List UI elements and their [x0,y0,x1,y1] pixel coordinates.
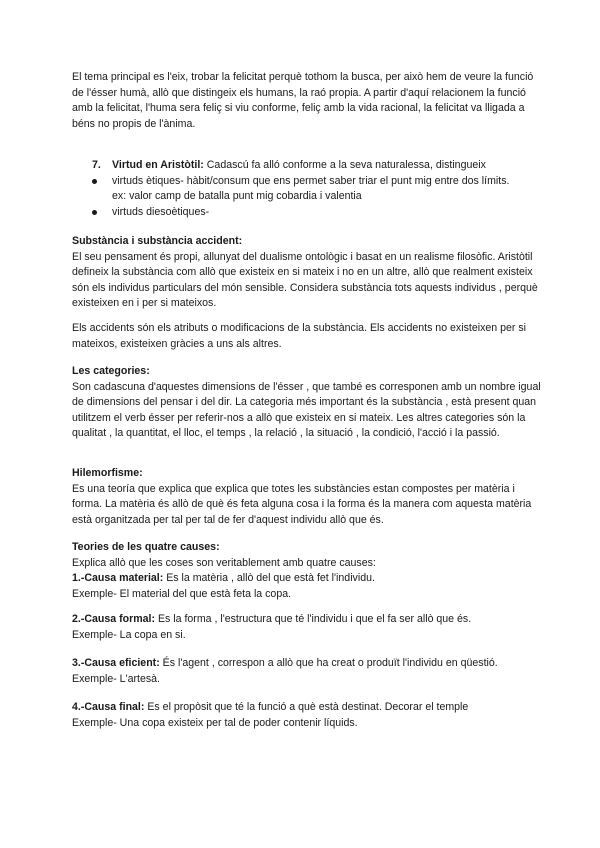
bullet-dot [92,179,97,184]
virtud-heading: Virtud en Aristòtil: [112,159,204,171]
causa-material-example: Exemple- El material del que està feta la copa. [72,587,292,600]
virtud-bullet-1-text: virtuds ètiques- hàbit/consum que ens permet saber triar el punt mig entre dos límits. [112,174,510,187]
hilemorfisme-paragraph: Es una teoría que explica que explica que totes les substàncies estan compostes per matèria i forma. La matèria és allò de què és feta alguna cosa i la forma és la manera com aquesta matèria està organitzada per tal per tal de fer d'aquest individu allò que és. [72,482,532,526]
categories-paragraph: Son cadascuna d'aquestes dimensions de l'ésser , que també es corresponen amb un nombre igual de dimensions del pensar i del dir. La categoria més important és la substància , està present quan utilitzem el verb ésser per referir-nos a allò que existeix en si mateix. Les altres categories són la qualitat , la quantitat, el lloc, el temps , la relació , la situació , la condició, l'acció i la passió. [72,380,541,439]
causa-formal-line [72,612,542,628]
virtud-number: 7. [92,159,101,171]
causa-eficient-block [72,656,542,687]
virtud-bullet-1-continuation: ex: valor camp de batalla punt mig cobardia i valentia [112,190,362,202]
virtud-bullet-2-text: virtuds diesoètiques- [112,205,210,218]
causa-material-text: Es la matèria , allò del que està fet l'individu. [163,572,375,584]
causa-final-line [72,700,542,716]
causa-formal-example: Exemple- La copa en si. [72,628,186,641]
causes-intro: Explica allò que les coses son veritablement amb quatre causes: [72,556,376,569]
hilemorfisme-heading: Hilemorfisme: [72,467,143,479]
causes-heading: Teories de les quatre causes: [72,541,220,553]
causa-formal-label: 2.-Causa formal: [72,613,156,625]
causes-section [72,540,542,602]
categories-section [72,364,542,442]
intro-paragraph: El tema principal es l'eix, trobar la felicitat perquè tothom la busca, per això hem de veure la funció de l'ésser humà, allò que distingeix els humans, la raó propia. A partir d'aquí relacionem la funció amb la felicitat, l'huma sera feliç si viu conforme, feliç amb la vida racional, la felicitat va lligada a béns no propis de l'ànima. [72,71,534,130]
hilemorfisme-section [72,466,542,528]
causa-final-block [72,700,542,731]
causa-formal-block [72,612,542,643]
virtud-numbered-item [72,158,542,174]
substancia-heading: Substància i substància accident: [72,235,243,247]
virtud-bullet-2 [72,205,542,221]
substancia-paragraph-2: Els accidents són els atributs o modificacions de la substància. Els accidents no existeixen per si mateixos, existeixen gràcies a uns als altres. [72,322,526,350]
causa-eficient-text: És l'agent , correspon a allò que ha creat o produït l'individu en qüestió. [159,657,498,669]
causa-material-label: 1.-Causa material: [72,572,164,584]
causa-eficient-line [72,656,542,672]
bullet-dot [92,210,97,215]
causa-eficient-example: Exemple- L'artesà. [72,672,160,685]
virtud-section [72,158,542,220]
virtud-line [90,159,486,171]
causa-final-example: Exemple- Una copa existeix per tal de poder contenir líquids. [72,716,358,729]
causa-final-label: 4.-Causa final: [72,701,145,713]
categories-heading: Les categories: [72,365,150,377]
substancia-paragraph-1: El seu pensament és propi, allunyat del dualisme ontològic i basat en un realisme filosòfic. Aristòtil defineix la substància com allò que existeix en si mateix i no en un altre, allò que realment existeix són els individus particulars del món sensible. Considera substància tots aquests individus , perquè existeixen en i per si mateixos. [72,250,538,309]
causa-eficient-label: 3.-Causa eficient: [72,657,160,669]
virtud-text: Cadascú fa alló conforme a la seva naturalessa, distingueix [203,159,486,171]
causa-formal-text: Es la forma , l'estructura que té l'individu i que el fa ser allò que és. [155,613,472,625]
causa-final-text: Es el propòsit que té la funció a què està destinat. Decorar el temple [144,701,469,713]
causa-material-line [72,571,542,587]
virtud-bullet-1 [72,174,542,205]
substancia-section [72,234,542,312]
